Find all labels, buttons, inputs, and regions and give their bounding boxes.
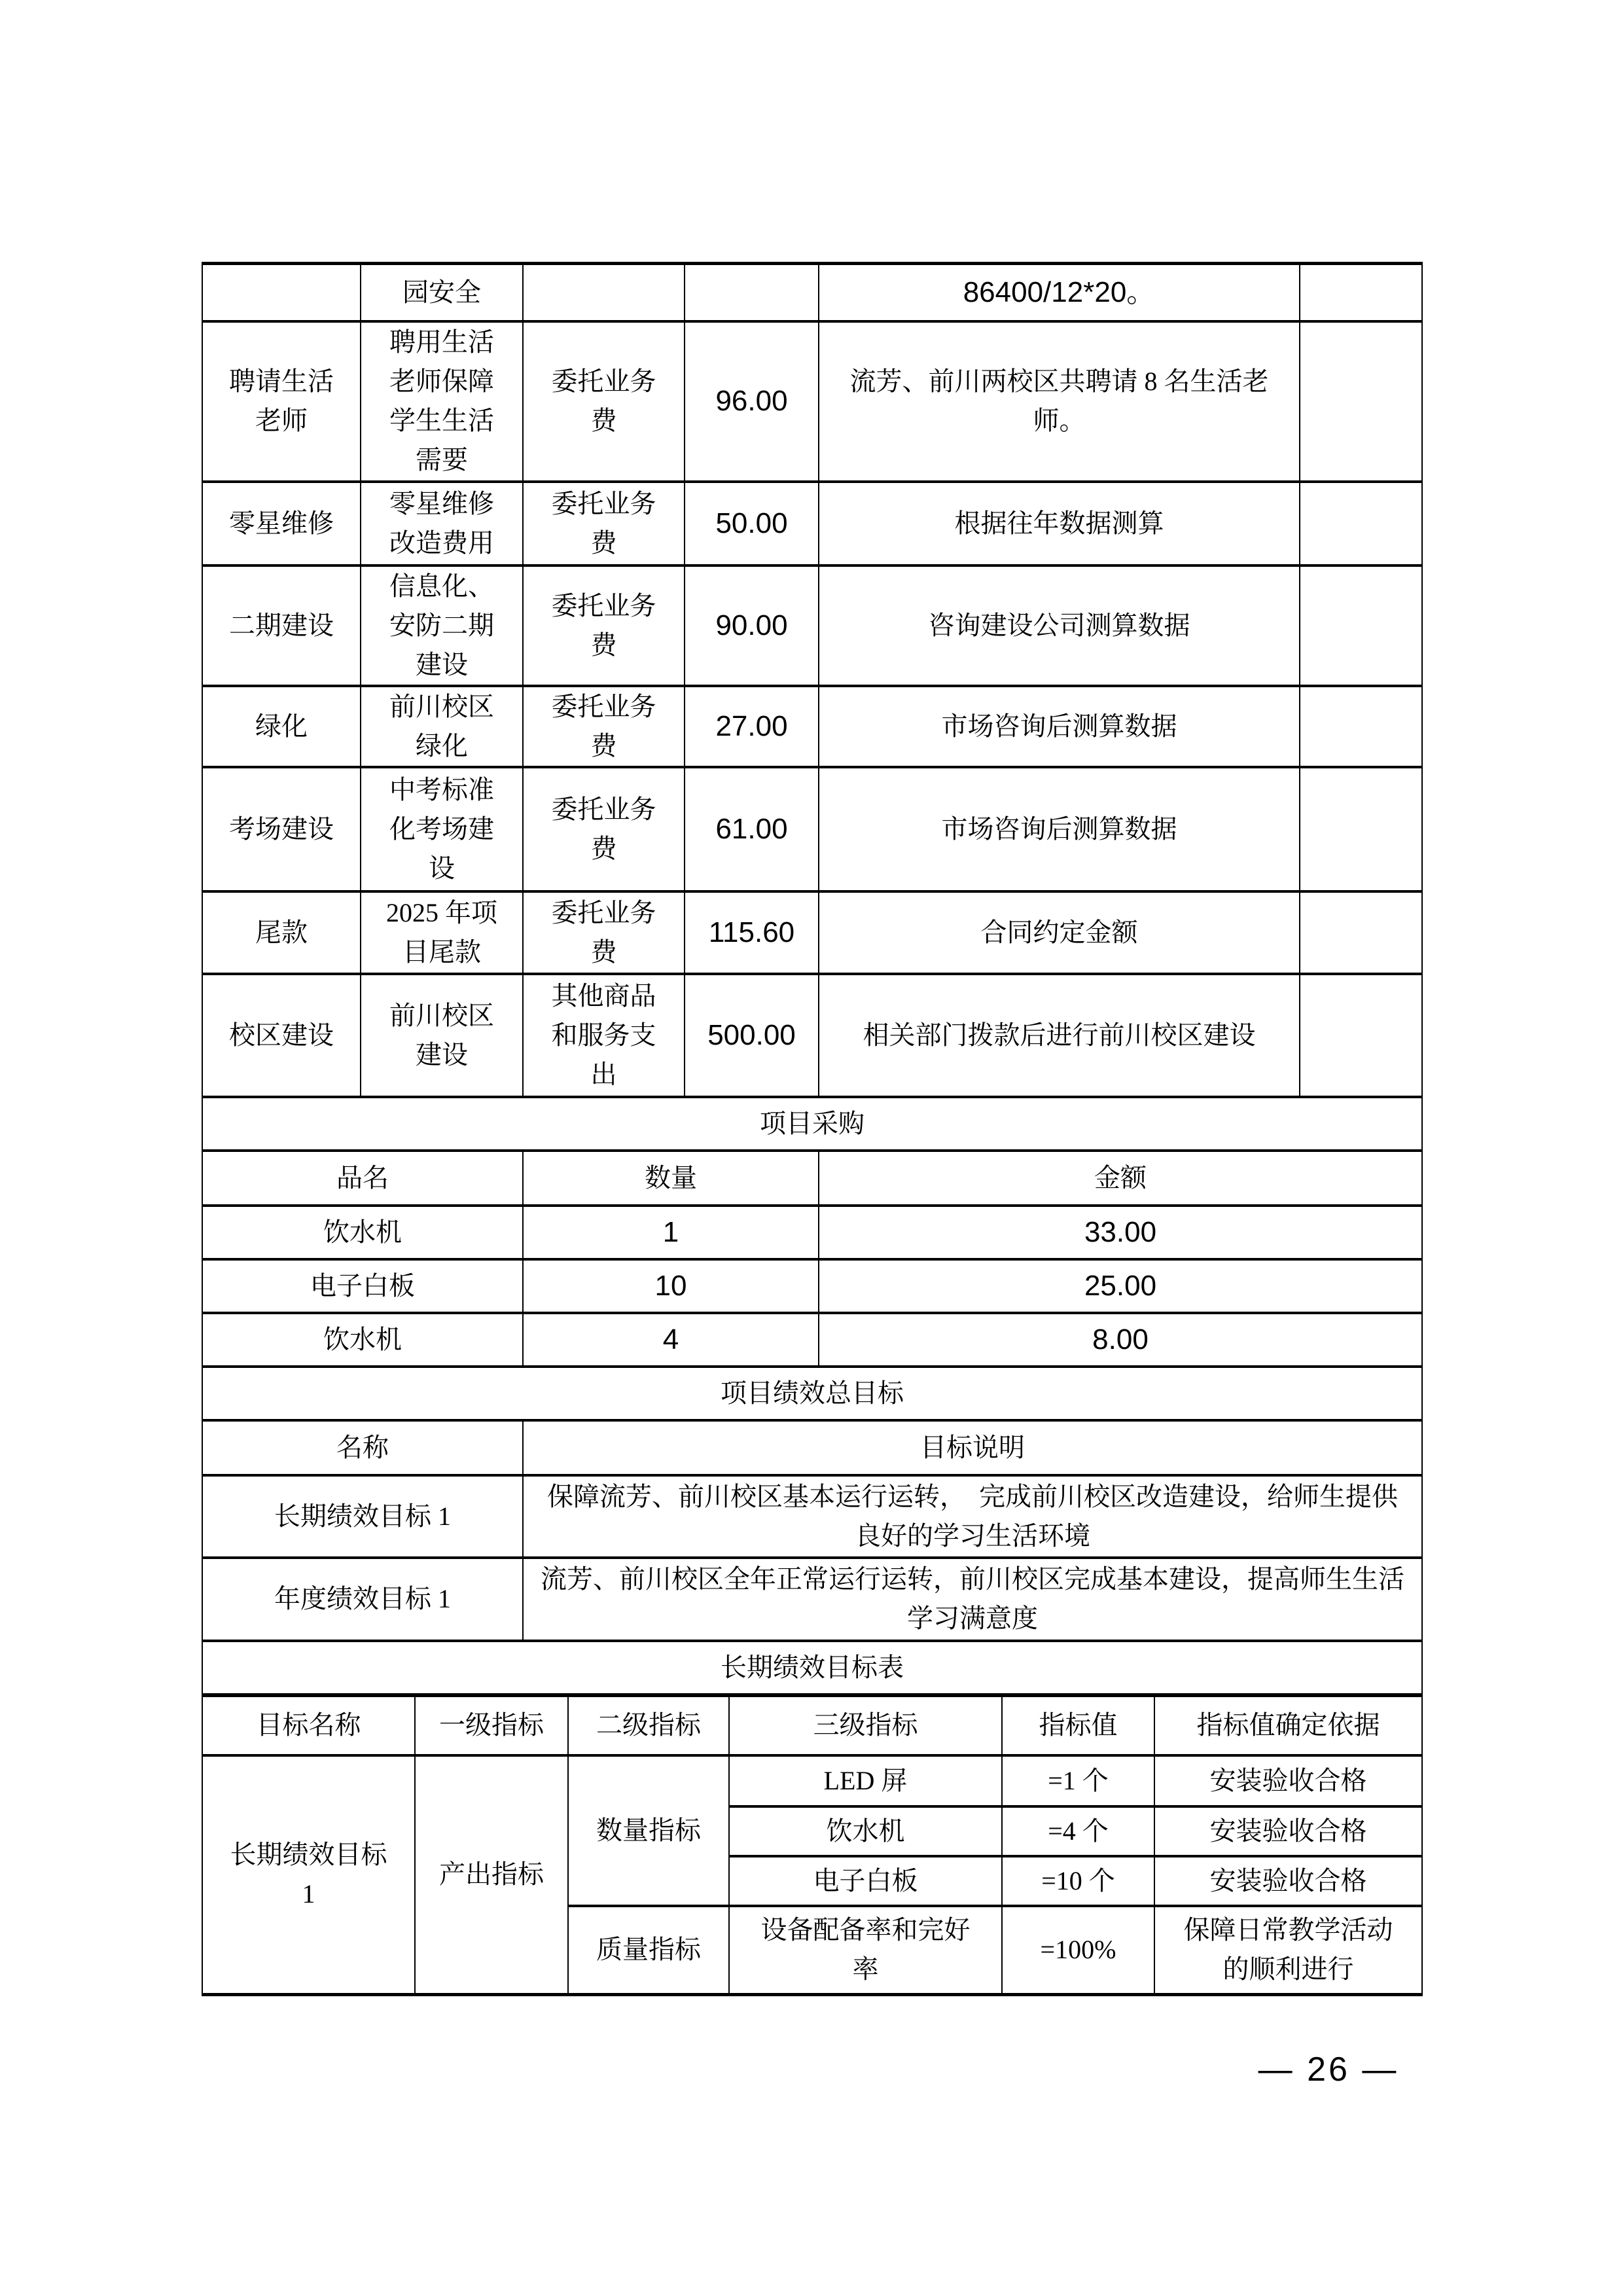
budget-desc-cell: 中考标准化考场建设: [361, 767, 523, 891]
indicator-name-cell: 饮水机: [729, 1806, 1002, 1856]
col-header-indicator-value: 指标值: [1002, 1696, 1154, 1755]
indicator-basis-cell: 安装验收合格: [1154, 1856, 1422, 1906]
indicator-basis-cell: 保障日常教学活动的顺利进行: [1154, 1906, 1422, 1995]
goal-desc-cell: 流芳、前川校区全年正常运行运转，前川校区完成基本建设，提高师生生活学习满意度: [523, 1558, 1422, 1641]
budget-amount-cell: 96.00: [685, 321, 819, 482]
section-header-row: [202, 1641, 1422, 1695]
goals-header-row: [202, 1420, 1422, 1475]
budget-row: [202, 767, 1422, 891]
col-header-quantity: 数量: [523, 1151, 819, 1206]
procurement-name-cell: 电子白板: [202, 1259, 523, 1313]
document-body: [202, 262, 1421, 1996]
budget-amount-cell: 90.00: [685, 565, 819, 686]
procurement-qty-cell: 10: [523, 1259, 819, 1313]
budget-item-cell: 绿化: [202, 686, 361, 767]
goal-desc-cell: 保障流芳、前川校区基本运行运转， 完成前川校区改造建设，给师生提供良好的学习生活环境: [523, 1475, 1422, 1558]
budget-desc-cell: 2025 年项目尾款: [361, 891, 523, 974]
budget-amount-cell: 27.00: [685, 686, 819, 767]
section-title-procurement: 项目采购: [202, 1097, 1422, 1151]
budget-item-cell: 考场建设: [202, 767, 361, 891]
indicator-basis-cell: 安装验收合格: [1154, 1755, 1422, 1806]
col-header-amount: 金额: [819, 1151, 1422, 1206]
budget-row: [202, 974, 1422, 1097]
procurement-amount-cell: 25.00: [819, 1259, 1422, 1313]
budget-row: [202, 891, 1422, 974]
budget-amount-cell: [685, 264, 819, 321]
budget-detail-table: [202, 262, 1423, 1696]
budget-row: [202, 321, 1422, 482]
budget-note-cell: [1300, 565, 1422, 686]
indicator-value-cell: =4 个: [1002, 1806, 1154, 1856]
budget-desc-cell: 前川校区绿化: [361, 686, 523, 767]
budget-item-cell: 校区建设: [202, 974, 361, 1097]
budget-note-cell: [1300, 264, 1422, 321]
budget-item-cell: 二期建设: [202, 565, 361, 686]
page-number: — 26 —: [1258, 2051, 1399, 2089]
section-header-row: [202, 1097, 1422, 1151]
col-header-level2-indicator: 二级指标: [568, 1696, 729, 1755]
budget-desc-cell: 零星维修改造费用: [361, 482, 523, 565]
budget-subject-cell: [523, 264, 685, 321]
indicator-row: [202, 1755, 1422, 1806]
section-title-overall-goals: 项目绩效总目标: [202, 1367, 1422, 1420]
indicator-name-cell: LED 屏: [729, 1755, 1002, 1806]
quantity-indicator-label-cell: 数量指标: [568, 1755, 729, 1906]
indicator-basis-cell: 安装验收合格: [1154, 1806, 1422, 1856]
budget-basis-cell: 市场咨询后测算数据: [819, 686, 1300, 767]
budget-subject-cell: 委托业务费: [523, 686, 685, 767]
level1-indicator-cell: 产出指标: [415, 1755, 568, 1995]
budget-amount-cell: 115.60: [685, 891, 819, 974]
budget-amount-cell: 500.00: [685, 974, 819, 1097]
procurement-row: [202, 1206, 1422, 1259]
budget-note-cell: [1300, 482, 1422, 565]
budget-item-cell: [202, 264, 361, 321]
quality-indicator-label-cell: 质量指标: [568, 1906, 729, 1995]
budget-desc-cell: 聘用生活老师保障学生生活需要: [361, 321, 523, 482]
section-title-longterm-table: 长期绩效目标表: [202, 1641, 1422, 1695]
budget-note-cell: [1300, 321, 1422, 482]
budget-basis-cell: 咨询建设公司测算数据: [819, 565, 1300, 686]
longterm-indicator-table: [202, 1696, 1423, 1997]
budget-note-cell: [1300, 974, 1422, 1097]
col-header-value-basis: 指标值确定依据: [1154, 1696, 1422, 1755]
indicator-value-cell: =1 个: [1002, 1755, 1154, 1806]
procurement-name-cell: 饮水机: [202, 1313, 523, 1367]
col-header-level3-indicator: 三级指标: [729, 1696, 1002, 1755]
budget-subject-cell: 委托业务费: [523, 767, 685, 891]
indicator-header-row: [202, 1696, 1422, 1755]
budget-basis-cell: 市场咨询后测算数据: [819, 767, 1300, 891]
budget-note-cell: [1300, 767, 1422, 891]
budget-item-cell: 尾款: [202, 891, 361, 974]
budget-item-cell: 零星维修: [202, 482, 361, 565]
budget-basis-cell: 流芳、前川两校区共聘请 8 名生活老师。: [819, 321, 1300, 482]
procurement-amount-cell: 8.00: [819, 1313, 1422, 1367]
budget-note-cell: [1300, 891, 1422, 974]
col-header-target-name: 目标名称: [202, 1696, 415, 1755]
budget-amount-cell: 61.00: [685, 767, 819, 891]
budget-desc-cell: 信息化、安防二期建设: [361, 565, 523, 686]
goal-row: [202, 1558, 1422, 1641]
budget-basis-cell: 合同约定金额: [819, 891, 1300, 974]
goal-row: [202, 1475, 1422, 1558]
procurement-name-cell: 饮水机: [202, 1206, 523, 1259]
budget-subject-cell: 委托业务费: [523, 321, 685, 482]
budget-basis-cell: 相关部门拨款后进行前川校区建设: [819, 974, 1300, 1097]
budget-basis-cell: 86400/12*20。: [819, 264, 1300, 321]
budget-basis-cell: 根据往年数据测算: [819, 482, 1300, 565]
col-header-goal-name: 名称: [202, 1420, 523, 1475]
indicator-value-cell: =100%: [1002, 1906, 1154, 1995]
section-header-row: [202, 1367, 1422, 1420]
procurement-header-row: [202, 1151, 1422, 1206]
col-header-level1-indicator: 一级指标: [415, 1696, 568, 1755]
procurement-qty-cell: 4: [523, 1313, 819, 1367]
budget-row: [202, 482, 1422, 565]
budget-subject-cell: 其他商品和服务支出: [523, 974, 685, 1097]
budget-amount-cell: 50.00: [685, 482, 819, 565]
budget-subject-cell: 委托业务费: [523, 565, 685, 686]
col-header-item-name: 品名: [202, 1151, 523, 1206]
procurement-qty-cell: 1: [523, 1206, 819, 1259]
budget-desc-cell: 园安全: [361, 264, 523, 321]
procurement-row: [202, 1313, 1422, 1367]
longterm-goal-name-cell: 长期绩效目标 1: [202, 1755, 415, 1995]
procurement-amount-cell: 33.00: [819, 1206, 1422, 1259]
budget-subject-cell: 委托业务费: [523, 891, 685, 974]
goal-name-cell: 年度绩效目标 1: [202, 1558, 523, 1641]
procurement-row: [202, 1259, 1422, 1313]
budget-item-cell: 聘请生活老师: [202, 321, 361, 482]
budget-note-cell: [1300, 686, 1422, 767]
budget-row: [202, 264, 1422, 321]
budget-row: [202, 565, 1422, 686]
budget-row: [202, 686, 1422, 767]
col-header-goal-desc: 目标说明: [523, 1420, 1422, 1475]
indicator-name-cell: 设备配备率和完好率: [729, 1906, 1002, 1995]
indicator-name-cell: 电子白板: [729, 1856, 1002, 1906]
budget-desc-cell: 前川校区建设: [361, 974, 523, 1097]
goal-name-cell: 长期绩效目标 1: [202, 1475, 523, 1558]
indicator-value-cell: =10 个: [1002, 1856, 1154, 1906]
budget-subject-cell: 委托业务费: [523, 482, 685, 565]
